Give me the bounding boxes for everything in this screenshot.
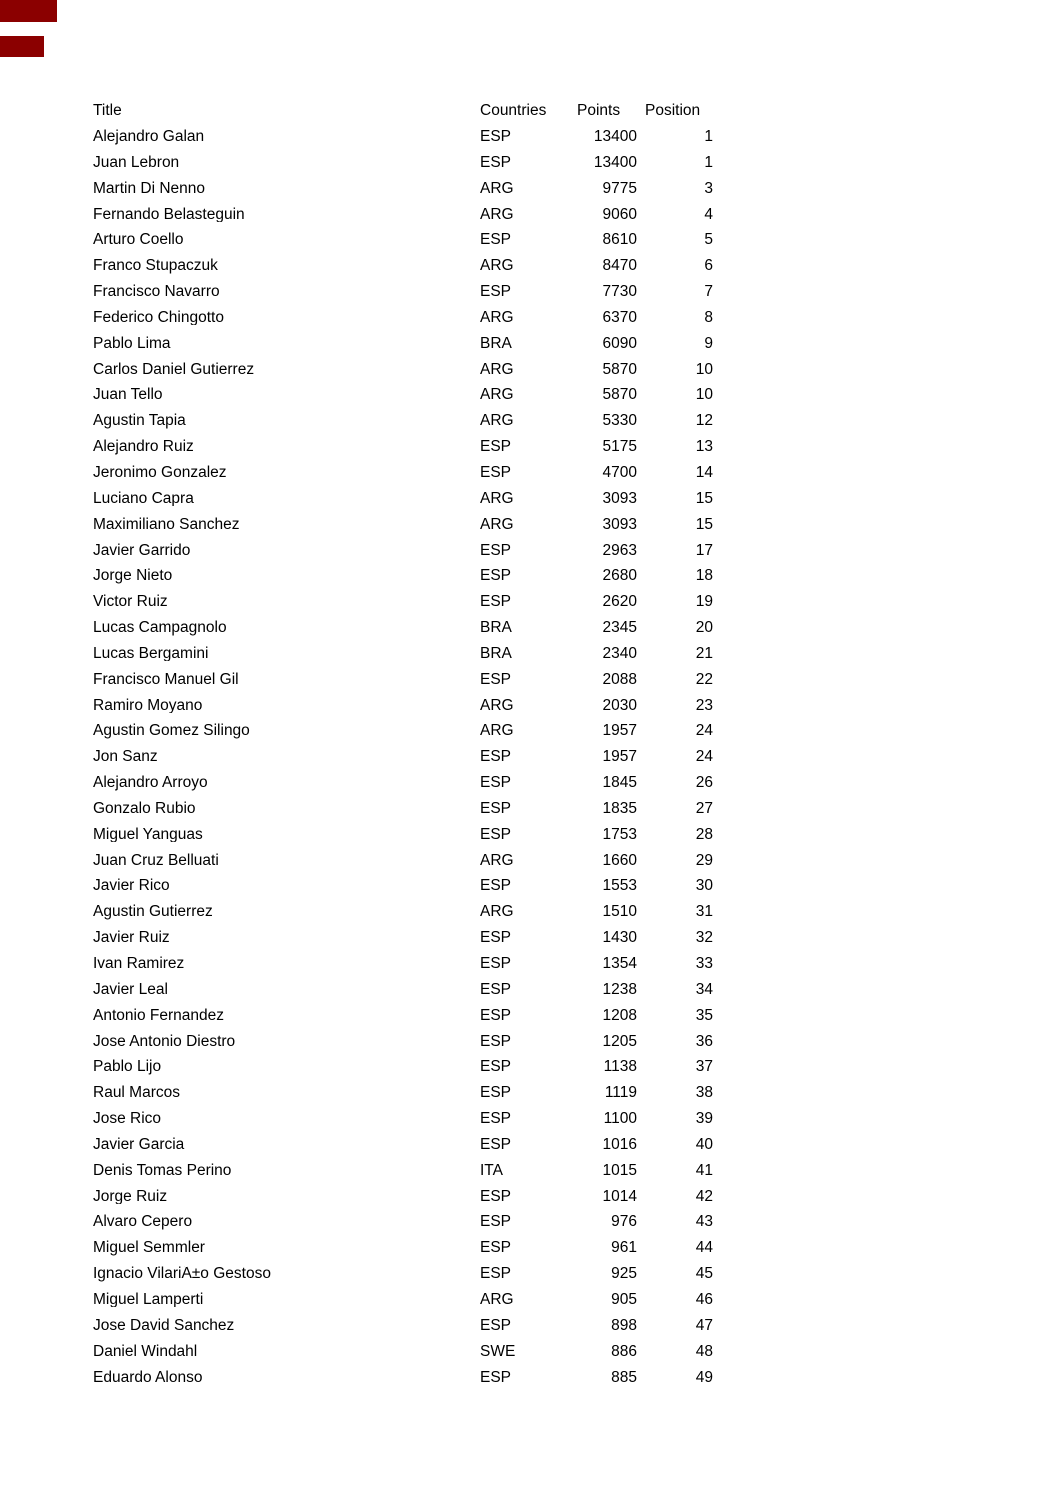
cell-points: 13400 bbox=[593, 154, 637, 171]
cell-title: Agustin Tapia bbox=[93, 413, 186, 429]
table-row bbox=[93, 977, 713, 1003]
column-header-countries: Countries bbox=[480, 103, 547, 119]
cell-country: ARG bbox=[480, 490, 514, 507]
cell-country: ESP bbox=[480, 1317, 512, 1334]
cell-points: 925 bbox=[611, 1266, 637, 1282]
cell-title: Jeronimo Gonzalez bbox=[93, 464, 227, 481]
table-row bbox=[93, 356, 713, 382]
cell-position: 34 bbox=[695, 981, 713, 998]
cell-points: 1553 bbox=[602, 878, 637, 894]
cell-position: 10 bbox=[695, 361, 713, 378]
cell-country: ESP bbox=[480, 1033, 512, 1050]
cell-title: Pablo Lima bbox=[93, 335, 171, 352]
cell-country: ESP bbox=[480, 1136, 512, 1153]
cell-points: 8470 bbox=[602, 258, 637, 274]
table-row bbox=[93, 331, 713, 357]
cell-country: ITA bbox=[480, 1162, 503, 1179]
cell-title: Fernando Belasteguin bbox=[93, 206, 245, 223]
cell-position: 48 bbox=[695, 1343, 713, 1360]
cell-country: ESP bbox=[480, 232, 512, 248]
cell-position: 12 bbox=[695, 413, 713, 429]
cell-country: ARG bbox=[480, 258, 514, 274]
cell-title: Jose David Sanchez bbox=[93, 1317, 235, 1334]
cell-title: Miguel Semmler bbox=[93, 1240, 205, 1256]
cell-country: ESP bbox=[480, 594, 512, 610]
cell-points: 905 bbox=[611, 1291, 637, 1308]
cell-position: 6 bbox=[704, 258, 713, 274]
cell-country: ESP bbox=[480, 464, 512, 481]
cell-title: Alejandro Arroyo bbox=[93, 775, 208, 791]
cell-country: ARG bbox=[480, 904, 514, 920]
cell-position: 28 bbox=[695, 826, 713, 843]
cell-position: 24 bbox=[695, 723, 713, 739]
cell-points: 3093 bbox=[602, 516, 637, 533]
table-row bbox=[93, 1261, 713, 1287]
cell-points: 2088 bbox=[602, 671, 637, 688]
cell-title: Lucas Bergamini bbox=[93, 645, 209, 662]
cell-points: 961 bbox=[611, 1240, 637, 1256]
cell-country: ESP bbox=[480, 1059, 512, 1075]
cell-position: 26 bbox=[695, 775, 713, 791]
cell-title: Jose Antonio Diestro bbox=[93, 1033, 236, 1050]
cell-country: ESP bbox=[480, 981, 512, 998]
column-header-title: Title bbox=[93, 103, 122, 119]
cell-points: 1138 bbox=[603, 1059, 637, 1075]
cell-position: 27 bbox=[695, 800, 713, 817]
cell-position: 8 bbox=[704, 309, 713, 326]
cell-title: Antonio Fernandez bbox=[93, 1007, 224, 1024]
cell-points: 4700 bbox=[602, 464, 637, 481]
cell-position: 49 bbox=[695, 1369, 713, 1386]
cell-points: 2680 bbox=[602, 568, 637, 584]
cell-position: 20 bbox=[695, 620, 713, 636]
cell-title: Miguel Yanguas bbox=[93, 826, 203, 843]
cell-country: ARG bbox=[480, 1291, 514, 1308]
cell-points: 5870 bbox=[602, 387, 637, 403]
cell-country: ARG bbox=[480, 361, 514, 378]
cell-country: BRA bbox=[480, 335, 512, 352]
table-row bbox=[93, 589, 713, 615]
cell-position: 24 bbox=[695, 749, 713, 765]
cell-title: Jon Sanz bbox=[93, 749, 158, 765]
cell-points: 1835 bbox=[602, 800, 637, 817]
table-row bbox=[93, 124, 713, 150]
cell-title: Raul Marcos bbox=[93, 1085, 180, 1101]
table-row bbox=[93, 796, 713, 822]
cell-title: Eduardo Alonso bbox=[93, 1369, 203, 1386]
cell-points: 13400 bbox=[593, 129, 637, 145]
cell-points: 9775 bbox=[602, 180, 637, 197]
cell-country: BRA bbox=[480, 645, 512, 662]
cell-points: 8610 bbox=[602, 232, 637, 248]
cell-points: 2030 bbox=[602, 697, 637, 714]
cell-points: 3093 bbox=[602, 490, 637, 507]
cell-title: Agustin Gutierrez bbox=[93, 904, 213, 920]
cell-title: Juan Lebron bbox=[93, 154, 180, 171]
cell-position: 4 bbox=[704, 206, 713, 223]
cell-points: 1354 bbox=[602, 956, 637, 972]
cell-country: ARG bbox=[480, 697, 514, 714]
cell-title: Agustin Gomez Silingo bbox=[93, 723, 250, 739]
cell-country: ESP bbox=[480, 1240, 512, 1256]
table-row bbox=[93, 925, 713, 951]
cell-title: Francisco Manuel Gil bbox=[93, 671, 239, 688]
cell-title: Pablo Lijo bbox=[93, 1059, 162, 1075]
cell-points: 7730 bbox=[602, 284, 637, 300]
cell-position: 22 bbox=[695, 671, 713, 688]
cell-title: Juan Cruz Belluati bbox=[93, 852, 219, 869]
cell-position: 5 bbox=[704, 232, 713, 248]
cell-country: ARG bbox=[480, 516, 514, 533]
cell-points: 1957 bbox=[602, 749, 637, 765]
cell-position: 38 bbox=[695, 1085, 713, 1101]
cell-title: Javier Ruiz bbox=[93, 930, 170, 946]
cell-points: 976 bbox=[611, 1214, 637, 1230]
cell-title: Franco Stupaczuk bbox=[93, 258, 218, 274]
cell-points: 1014 bbox=[602, 1188, 637, 1205]
column-header-position: Position bbox=[645, 103, 701, 119]
cell-country: ESP bbox=[480, 1369, 512, 1386]
cell-country: ESP bbox=[480, 1085, 512, 1101]
cell-points: 1016 bbox=[602, 1136, 637, 1153]
cell-position: 1 bbox=[704, 154, 713, 171]
cell-country: ARG bbox=[480, 723, 514, 739]
cell-title: Maximiliano Sanchez bbox=[93, 516, 240, 533]
cell-title: Miguel Lamperti bbox=[93, 1291, 204, 1308]
table-row bbox=[93, 176, 713, 202]
cell-points: 886 bbox=[611, 1343, 637, 1360]
column-header-points: Points bbox=[577, 103, 621, 119]
cell-position: 37 bbox=[695, 1059, 713, 1075]
cell-country: ARG bbox=[480, 309, 514, 326]
table-row bbox=[93, 1183, 713, 1209]
corner-mark bbox=[0, 0, 57, 22]
cell-position: 41 bbox=[695, 1162, 713, 1179]
table-row bbox=[93, 667, 713, 693]
cell-points: 2620 bbox=[602, 594, 637, 610]
cell-title: Alejandro Ruiz bbox=[93, 439, 194, 455]
cell-points: 1238 bbox=[602, 981, 637, 998]
cell-title: Javier Garrido bbox=[93, 542, 191, 559]
cell-country: ESP bbox=[480, 154, 512, 171]
cell-country: ARG bbox=[480, 206, 514, 223]
cell-country: ESP bbox=[480, 129, 512, 145]
table-row bbox=[93, 537, 713, 563]
cell-points: 1660 bbox=[602, 852, 637, 869]
cell-country: ESP bbox=[480, 826, 512, 843]
cell-points: 1015 bbox=[602, 1162, 637, 1179]
cell-title: Denis Tomas Perino bbox=[93, 1162, 232, 1179]
table-row bbox=[93, 1287, 713, 1313]
table-row bbox=[93, 201, 713, 227]
cell-points: 1753 bbox=[602, 826, 637, 843]
cell-country: ESP bbox=[480, 542, 512, 559]
cell-position: 31 bbox=[695, 904, 713, 920]
cell-position: 39 bbox=[695, 1111, 713, 1127]
cell-position: 7 bbox=[704, 284, 713, 300]
cell-title: Alvaro Cepero bbox=[93, 1214, 193, 1230]
cell-position: 13 bbox=[695, 439, 713, 455]
cell-points: 898 bbox=[611, 1317, 637, 1334]
table-row bbox=[93, 718, 713, 744]
table-row bbox=[93, 692, 713, 718]
cell-title: Gonzalo Rubio bbox=[93, 800, 196, 817]
table-row bbox=[93, 1235, 713, 1261]
table-row bbox=[93, 253, 713, 279]
cell-points: 5330 bbox=[602, 413, 637, 429]
cell-title: Jorge Nieto bbox=[93, 568, 173, 584]
cell-country: ARG bbox=[480, 413, 514, 429]
table-row bbox=[93, 1209, 713, 1235]
cell-points: 1430 bbox=[602, 930, 637, 946]
table-row bbox=[93, 512, 713, 538]
cell-position: 9 bbox=[704, 335, 713, 352]
rankings-table bbox=[93, 98, 713, 1390]
cell-title: Francisco Navarro bbox=[93, 284, 220, 300]
table-row bbox=[93, 822, 713, 848]
cell-position: 15 bbox=[695, 490, 713, 507]
cell-country: BRA bbox=[480, 620, 512, 636]
table-row bbox=[93, 1003, 713, 1029]
cell-country: ESP bbox=[480, 439, 512, 455]
cell-country: ESP bbox=[480, 568, 512, 584]
cell-country: ARG bbox=[480, 387, 514, 403]
table-body bbox=[93, 124, 713, 1390]
table-row bbox=[93, 770, 713, 796]
cell-title: Alejandro Galan bbox=[93, 129, 205, 145]
cell-position: 47 bbox=[695, 1317, 713, 1334]
table-row bbox=[93, 744, 713, 770]
cell-title: Javier Leal bbox=[93, 981, 168, 998]
cell-position: 15 bbox=[695, 516, 713, 533]
cell-position: 33 bbox=[695, 956, 713, 972]
cell-country: ESP bbox=[480, 1266, 512, 1282]
cell-country: ESP bbox=[480, 956, 512, 972]
table-row bbox=[93, 150, 713, 176]
table-row bbox=[93, 408, 713, 434]
cell-title: Daniel Windahl bbox=[93, 1343, 198, 1360]
cell-position: 14 bbox=[695, 464, 713, 481]
cell-points: 1205 bbox=[602, 1033, 637, 1050]
cell-points: 1208 bbox=[602, 1007, 637, 1024]
cell-position: 42 bbox=[695, 1188, 713, 1205]
cell-title: Federico Chingotto bbox=[93, 309, 224, 326]
cell-country: ESP bbox=[480, 930, 512, 946]
cell-points: 1119 bbox=[604, 1085, 637, 1101]
cell-position: 19 bbox=[695, 594, 713, 610]
cell-country: ESP bbox=[480, 775, 512, 791]
cell-title: Luciano Capra bbox=[93, 490, 194, 507]
cell-title: Javier Garcia bbox=[93, 1136, 185, 1153]
cell-country: ESP bbox=[480, 1007, 512, 1024]
cell-position: 35 bbox=[695, 1007, 713, 1024]
table-row bbox=[93, 1313, 713, 1339]
table-row bbox=[93, 227, 713, 253]
cell-position: 29 bbox=[695, 852, 713, 869]
table-row bbox=[93, 460, 713, 486]
table-header-row bbox=[93, 98, 713, 124]
cell-position: 36 bbox=[695, 1033, 713, 1050]
cell-position: 46 bbox=[695, 1291, 713, 1308]
cell-country: ESP bbox=[480, 1111, 512, 1127]
cell-position: 44 bbox=[695, 1240, 713, 1256]
table-row bbox=[93, 305, 713, 331]
cell-points: 1845 bbox=[602, 775, 637, 791]
cell-title: Ignacio VilariÃ±o Gestoso bbox=[93, 1266, 271, 1282]
cell-title: Javier Rico bbox=[93, 878, 170, 894]
table-row bbox=[93, 279, 713, 305]
cell-points: 5870 bbox=[602, 361, 637, 378]
table-row bbox=[93, 1028, 713, 1054]
table-row bbox=[93, 1106, 713, 1132]
cell-position: 40 bbox=[695, 1136, 713, 1153]
cell-country: ARG bbox=[480, 852, 514, 869]
cell-title: Lucas Campagnolo bbox=[93, 620, 227, 636]
cell-title: Arturo Coello bbox=[93, 232, 184, 248]
table-row bbox=[93, 1080, 713, 1106]
cell-points: 9060 bbox=[602, 206, 637, 223]
cell-title: Juan Tello bbox=[93, 387, 163, 403]
cell-country: ESP bbox=[480, 284, 512, 300]
table-row bbox=[93, 382, 713, 408]
table-row bbox=[93, 641, 713, 667]
cell-points: 2340 bbox=[602, 645, 637, 662]
cell-position: 30 bbox=[695, 878, 713, 894]
cell-points: 5175 bbox=[602, 439, 637, 455]
cell-title: Ramiro Moyano bbox=[93, 697, 203, 714]
table-row bbox=[93, 899, 713, 925]
cell-points: 885 bbox=[611, 1369, 637, 1386]
cell-position: 23 bbox=[695, 697, 713, 714]
cell-country: ESP bbox=[480, 800, 512, 817]
table-row bbox=[93, 434, 713, 460]
cell-position: 18 bbox=[695, 568, 713, 584]
cell-country: SWE bbox=[480, 1343, 516, 1360]
cell-position: 1 bbox=[704, 129, 713, 145]
cell-points: 2345 bbox=[602, 620, 637, 636]
cell-title: Martin Di Nenno bbox=[93, 180, 205, 197]
table-row bbox=[93, 563, 713, 589]
cell-country: ARG bbox=[480, 180, 514, 197]
cell-country: ESP bbox=[480, 1188, 512, 1205]
cell-points: 6370 bbox=[602, 309, 637, 326]
cell-title: Jorge Ruiz bbox=[93, 1188, 168, 1205]
cell-title: Carlos Daniel Gutierrez bbox=[93, 361, 255, 378]
cell-points: 2963 bbox=[602, 542, 637, 559]
corner-mark bbox=[0, 36, 44, 57]
table-row bbox=[93, 486, 713, 512]
cell-points: 6090 bbox=[602, 335, 637, 352]
cell-title: Ivan Ramirez bbox=[93, 956, 185, 972]
cell-points: 1100 bbox=[603, 1111, 637, 1127]
cell-position: 32 bbox=[695, 930, 713, 946]
cell-country: ESP bbox=[480, 671, 512, 688]
cell-position: 3 bbox=[704, 180, 713, 197]
cell-position: 43 bbox=[695, 1214, 713, 1230]
cell-position: 21 bbox=[695, 645, 713, 662]
cell-points: 1510 bbox=[602, 904, 637, 920]
cell-position: 10 bbox=[695, 387, 713, 403]
table-row bbox=[93, 1132, 713, 1158]
cell-points: 1957 bbox=[602, 723, 637, 739]
cell-country: ESP bbox=[480, 878, 512, 894]
cell-country: ESP bbox=[480, 749, 512, 765]
cell-position: 45 bbox=[695, 1266, 713, 1282]
cell-position: 17 bbox=[695, 542, 713, 559]
table-row bbox=[93, 847, 713, 873]
table-row bbox=[93, 1364, 713, 1390]
table-row bbox=[93, 951, 713, 977]
cell-title: Jose Rico bbox=[93, 1111, 162, 1127]
cell-title: Victor Ruiz bbox=[93, 594, 168, 610]
table-row bbox=[93, 1054, 713, 1080]
table-row bbox=[93, 1339, 713, 1365]
table-row bbox=[93, 1158, 713, 1184]
table-row bbox=[93, 873, 713, 899]
cell-country: ESP bbox=[480, 1214, 512, 1230]
table-row bbox=[93, 615, 713, 641]
